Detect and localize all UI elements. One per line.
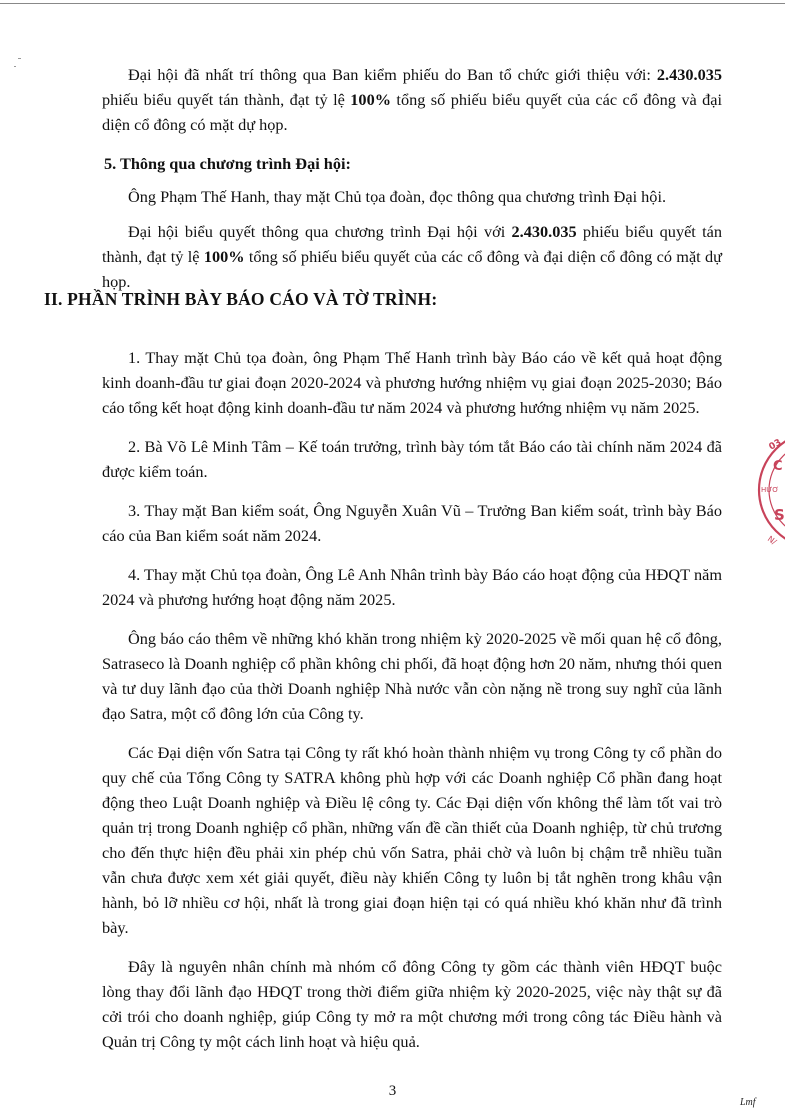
seal-text: HƯƠ xyxy=(761,486,779,494)
body-paragraph: Đây là nguyên nhân chính mà nhóm cổ đông Công ty gồm các thành viên HĐQT buộc lòng thay đổi lãnh đạo HĐQT trong thời điểm giữa nhiệm kỳ 2020-2025, việc này thật sự đã cởi trói cho doanh nghiệp, giúp Công ty mở ra một chương mới trong công tác Điều hành và Quản trị Công ty một cách linh hoạt và hiệu quả. xyxy=(102,957,722,1051)
report-item: 1. Thay mặt Chủ tọa đoàn, ông Phạm Thế Hanh trình bày Báo cáo về kết quả hoạt động kinh doanh-đầu tư giai đoạn 2020-2024 và phương hướng nhiệm vụ giai đoạn 2025-2030; Báo cáo tổng kết hoạt động kinh doanh-đầu tư năm 2024 và phương hướng nhiệm vụ năm 2025. xyxy=(102,348,722,417)
seal-text: C xyxy=(773,459,783,474)
seal-text: N/ xyxy=(765,534,779,547)
report-item: 3. Thay mặt Ban kiểm soát, Ông Nguyễn Xuân Vũ – Trưởng Ban kiểm soát, trình bày Báo cáo của Ban kiểm soát năm 2024. xyxy=(102,501,722,545)
company-seal-fragment xyxy=(755,420,785,560)
document-body xyxy=(102,62,722,1054)
seal-text: S xyxy=(774,506,785,524)
signature-initials: Lmf xyxy=(740,1097,756,1108)
report-item: 4. Thay mặt Chủ tọa đoàn, Ông Lê Anh Nhân trình bày Báo cáo hoạt động của HĐQT năm 2024 và phương hướng hoạt động năm 2025. xyxy=(102,565,722,609)
report-item: 2. Bà Võ Lê Minh Tâm – Kế toán trưởng, trình bày tóm tắt Báo cáo tài chính năm 2024 đã được kiểm toán. xyxy=(102,437,722,481)
top-edge-rule xyxy=(0,3,785,4)
section-5-heading: 5. Thông qua chương trình Đại hội: xyxy=(104,154,351,173)
seal-text: 03 xyxy=(767,437,784,453)
body-paragraph: Ông báo cáo thêm về những khó khăn trong nhiệm kỳ 2020-2025 về mối quan hệ cổ đông, Satraseco là Doanh nghiệp cổ phần không chi phối, đã hoạt động hơn 20 năm, nhưng thói quen và tư duy lãnh đạo của thời Doanh nghiệp Nhà nước vẫn còn nặng nề trong suy nghĩ của lãnh đạo Satra, một cổ đông lớn của Công ty. xyxy=(102,629,722,723)
section-5-paragraph-b: Đại hội biểu quyết thông qua chương trình Đại hội với 2.430.035 phiếu biểu quyết tán thành, đạt tỷ lệ 100% tổng số phiếu biểu quyết của các cổ đông và đại diện cổ đông có mặt dự họp. xyxy=(102,222,722,291)
scan-speck xyxy=(18,58,21,59)
section-2-heading: II. PHẦN TRÌNH BÀY BÁO CÁO VÀ TỜ TRÌNH: xyxy=(44,289,438,309)
scan-speck xyxy=(14,66,16,67)
ballot-committee-paragraph: Đại hội đã nhất trí thông qua Ban kiểm phiếu do Ban tổ chức giới thiệu với: 2.430.035 phiếu biểu quyết tán thành, đạt tỷ lệ 100% tổng số phiếu biểu quyết của các cổ đông và đại diện cổ đông có mặt dự họp. xyxy=(102,65,723,134)
section-5-paragraph-a: Ông Phạm Thế Hanh, thay mặt Chủ tọa đoàn, đọc thông qua chương trình Đại hội. xyxy=(128,187,667,206)
body-paragraph: Các Đại diện vốn Satra tại Công ty rất khó hoàn thành nhiệm vụ trong Công ty cổ phần do quy chế của Tổng Công ty SATRA không phù hợp với các Doanh nghiệp Cổ phần đang hoạt động theo Luật Doanh nghiệp và Điều lệ công ty. Các Đại diện vốn không thể làm tốt vai trò quản trị trong Doanh nghiệp cổ phần, những vấn đề cần thiết của Doanh nghiệp, từ chủ trương cho đến thực hiện đều phải xin phép chủ vốn Satra, phải chờ và luôn bị chậm trễ nhiều tuần vẫn chưa được xem xét giải quyết, điều này khiến Công ty luôn bị tắt nghẽn trong khâu vận hành, bỏ lỡ nhiều cơ hội, nhất là trong giai đoạn hiện tại có quá nhiều khó khăn như đã trình bày. xyxy=(102,743,722,937)
page-number: 3 xyxy=(388,1083,397,1099)
